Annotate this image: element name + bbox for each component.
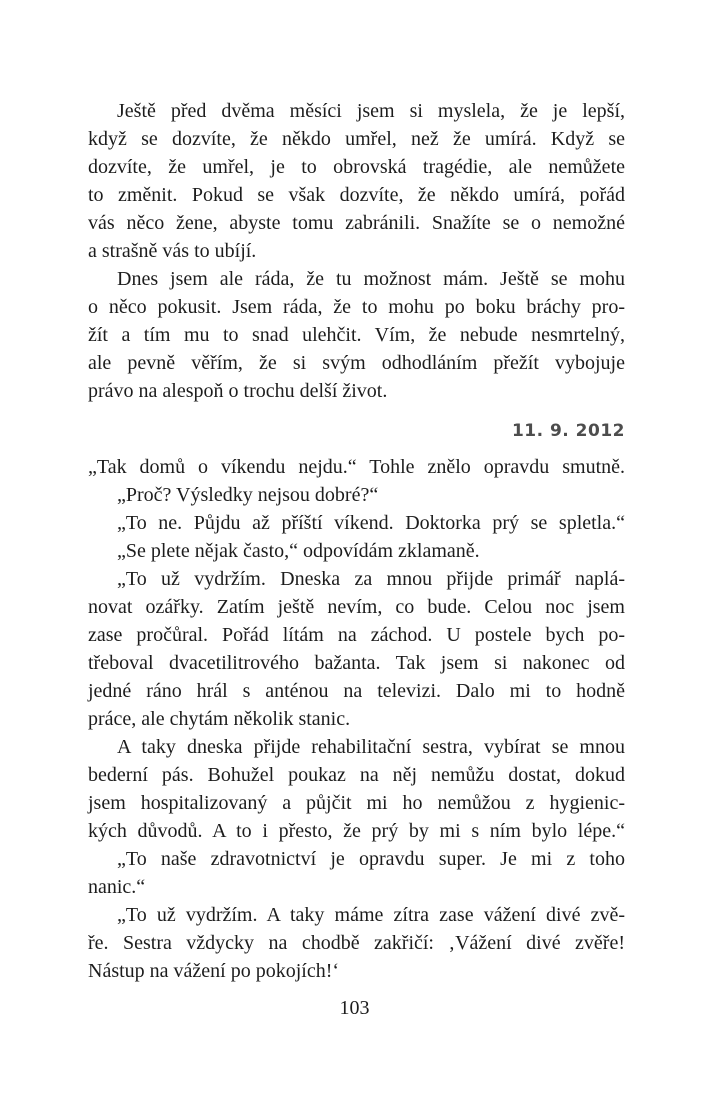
paragraph — [88, 509, 625, 537]
text-line: „To ne. Půjdu až příští víkend. Doktorka prý se spletla.“ — [117, 512, 625, 534]
text-line: o něco pokusit. Jsem ráda, že to mohu po boku bráchy pro- — [88, 296, 625, 318]
text-line: právo na alespoň o trochu delší život. — [88, 380, 388, 402]
text-line: „To naše zdravotnictví je opravdu super. Je mi z toho — [117, 848, 625, 870]
paragraph — [88, 97, 625, 265]
text-line: „To už vydržím. Dneska za mnou přijde primář naplá- — [117, 568, 625, 590]
text-line: třeboval dvacetilitrového bažanta. Tak jsem si nakonec od — [88, 652, 625, 674]
page-number: 103 — [339, 997, 370, 1019]
text-line: vás něco žene, abyste tomu zabránili. Snažíte se o nemožné — [88, 212, 625, 234]
text-line: „Proč? Výsledky nejsou dobré?“ — [117, 484, 379, 506]
text-line: nanic.“ — [88, 876, 146, 898]
paragraph — [88, 265, 625, 405]
text-line: a strašně vás to ubíjí. — [88, 240, 257, 262]
paragraph — [88, 901, 625, 985]
text-line: Ještě před dvěma měsíci jsem si myslela, že je lepší, — [117, 100, 625, 122]
text-line: ře. Sestra vždycky na chodbě zakřičí: ‚Vážení divé zvěře! — [88, 932, 625, 954]
paragraph — [88, 733, 625, 845]
text-line: práce, ale chytám několik stanic. — [88, 708, 351, 730]
text-line: ale pevně věřím, že si svým odhodláním přežít vybojuje — [88, 352, 625, 374]
paragraph — [88, 845, 625, 901]
text-line: to změnit. Pokud se však dozvíte, že někdo umírá, pořád — [88, 184, 625, 206]
date-heading: 11. 9. 2012 — [511, 421, 625, 441]
text-line: „To už vydržím. A taky máme zítra zase vážení divé zvě- — [117, 904, 625, 926]
text-line: jsem hospitalizovaný a půjčit mi ho nemůžou z hygienic- — [88, 792, 625, 814]
paragraph — [88, 565, 625, 733]
text-line: „Tak domů o víkendu nejdu.“ Tohle znělo opravdu smutně. — [88, 456, 625, 478]
text-line: A taky dneska přijde rehabilitační sestra, vybírat se mnou — [117, 736, 625, 758]
text-line: novat ozářky. Zatím ještě nevím, co bude. Celou noc jsem — [88, 596, 625, 618]
text-line: Dnes jsem ale ráda, že tu možnost mám. Ještě se mohu — [117, 268, 625, 290]
text-line: kých důvodů. A to i přesto, že prý by mi s ním bylo lépe.“ — [88, 820, 625, 842]
text-line: jedné ráno hrál s anténou na televizi. Dalo mi to hodně — [88, 680, 625, 702]
text-line: Nástup na vážení po pokojích!‘ — [88, 960, 340, 982]
text-line: bederní pás. Bohužel poukaz na něj nemůžu dostat, dokud — [88, 764, 625, 786]
paragraph — [88, 537, 625, 565]
text-line: zase pročůral. Pořád lítám na záchod. U postele bych po- — [88, 624, 625, 646]
body-text — [88, 97, 625, 985]
text-line: když se dozvíte, že někdo umřel, než že umírá. Když se — [88, 128, 625, 150]
paragraph — [88, 481, 625, 509]
text-line: dozvíte, že umřel, je to obrovská tragédie, ale nemůžete — [88, 156, 625, 178]
text-line: žít a tím mu to snad ulehčit. Vím, že nebude nesmrtelný, — [88, 324, 625, 346]
paragraph — [88, 453, 625, 481]
text-line: „Se plete nějak často,“ odpovídám zklamaně. — [117, 540, 480, 562]
